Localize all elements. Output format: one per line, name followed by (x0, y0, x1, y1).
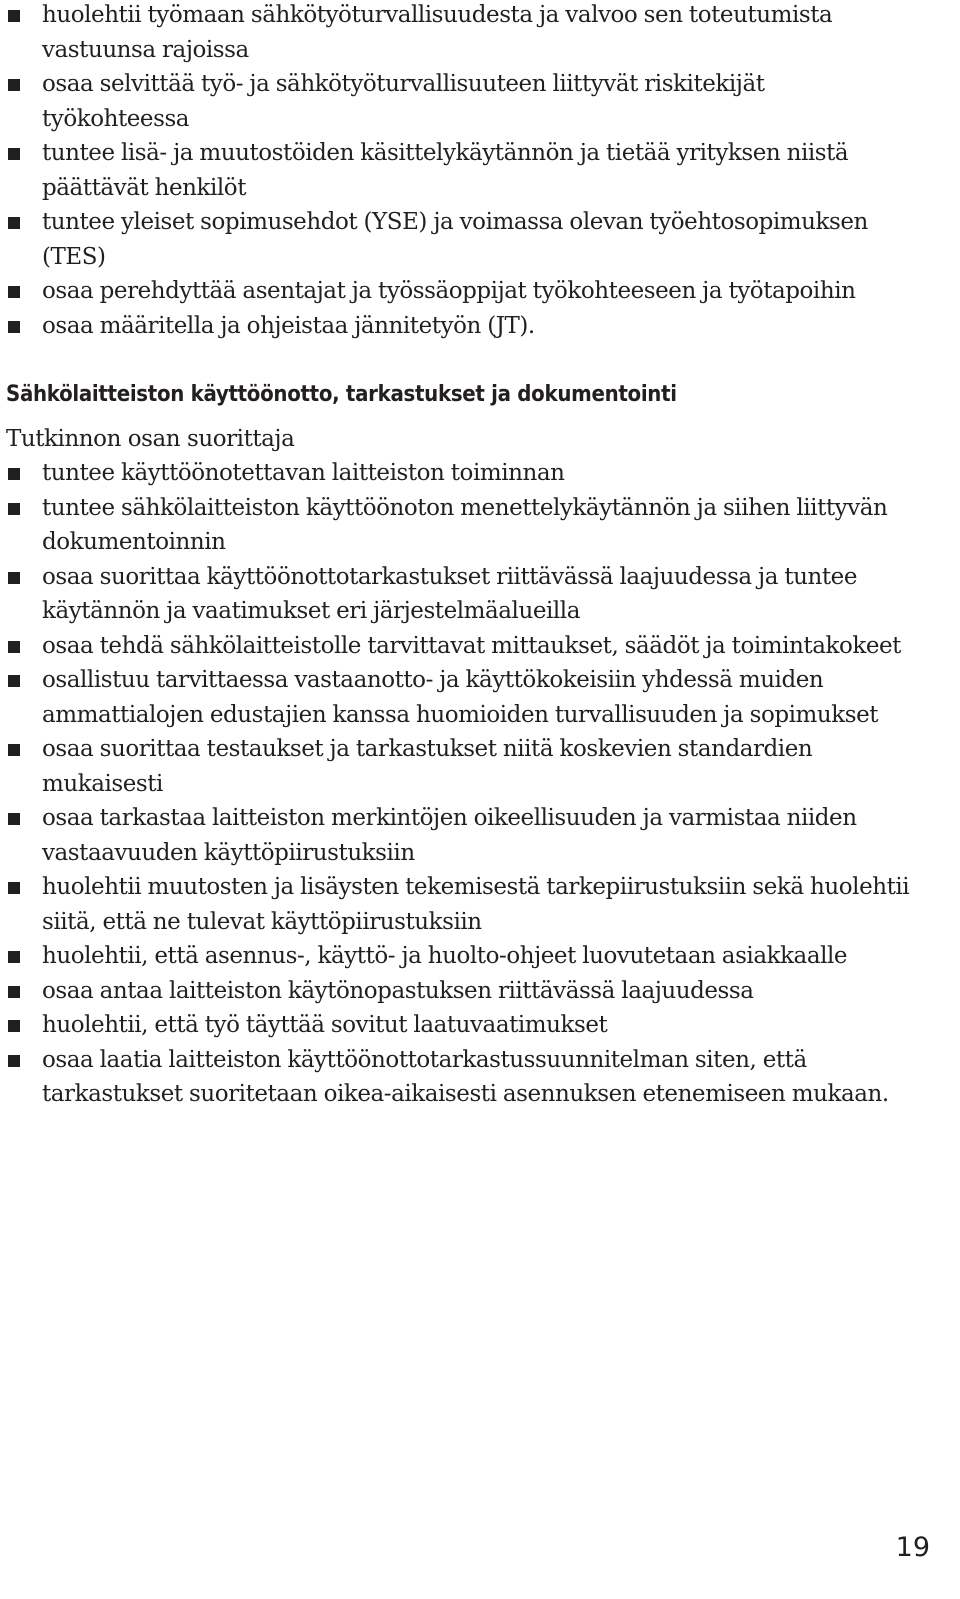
square-bullet-icon (8, 744, 20, 756)
square-bullet-icon (8, 148, 20, 160)
section-intro: Tutkinnon osan suorittaja (6, 426, 295, 452)
list-item (0, 732, 917, 801)
list-item-text: osaa määritella ja ohjeistaa jännitetyön (JT). (42, 312, 535, 339)
bullet-list-top (0, 0, 917, 343)
square-bullet-icon (8, 951, 20, 963)
list-item (0, 663, 917, 732)
list-item-text: osaa antaa laitteiston käytönopastuksen riittävässä laajuudessa (42, 977, 754, 1004)
list-item-text: osaa laatia laitteiston käyttöönottotarkastussuunnitelman siten, että tarkastukset suoritetaan oikea-aikaisesti asennuksen etenemiseen mukaan. (42, 1046, 889, 1107)
square-bullet-icon (8, 10, 20, 22)
list-item-text: osaa perehdyttää asentajat ja työssäoppijat työkohteeseen ja työtapoihin (42, 278, 856, 304)
list-item (0, 1043, 917, 1112)
list-item (0, 939, 917, 974)
square-bullet-icon (8, 468, 20, 480)
list-item-text: huolehtii työmaan sähkötyöturvallisuudesta ja valvoo sen toteutumista vastuunsa rajoissa (42, 2, 833, 63)
list-item-text: osaa tarkastaa laitteiston merkintöjen oikeellisuuden ja varmistaa niiden vastaavuuden käyttöpiirustuksiin (42, 805, 857, 866)
list-item-text: osaa selvittää työ- ja sähkötyöturvallisuuteen liittyvät riskitekijät työkohteessa (42, 71, 765, 132)
list-item-text: huolehtii muutosten ja lisäysten tekemisestä tarkepiirustuksiin sekä huolehtii siitä, että ne tulevat käyttöpiirustuksiin (42, 874, 910, 935)
square-bullet-icon (8, 641, 20, 653)
list-item (0, 974, 917, 1009)
section-heading: Sähkölaitteiston käyttöönotto, tarkastukset ja dokumentointi (6, 382, 677, 407)
square-bullet-icon (8, 217, 20, 229)
list-item-text: tuntee sähkölaitteiston käyttöönoton menettelykäytännön ja siihen liittyvän dokumentoinnin (42, 494, 888, 555)
list-item (0, 0, 917, 67)
list-item (0, 309, 917, 344)
bullet-list-section (0, 456, 917, 1112)
square-bullet-icon (8, 882, 20, 894)
list-item-text: tuntee käyttöönotettavan laitteiston toiminnan (42, 460, 565, 486)
list-item (0, 870, 917, 939)
list-item (0, 274, 917, 309)
square-bullet-icon (8, 321, 20, 333)
square-bullet-icon (8, 1020, 20, 1032)
list-item (0, 629, 917, 664)
list-item-text: tuntee lisä- ja muutostöiden käsittelykäytännön ja tietää yrityksen niistä päättävät henkilöt (42, 140, 849, 201)
list-item-text: tuntee yleiset sopimusehdot (YSE) ja voimassa olevan työehtosopimuksen (TES) (42, 209, 868, 270)
list-item (0, 560, 917, 629)
list-item-text: huolehtii, että työ täyttää sovitut laatuvaatimukset (42, 1012, 608, 1038)
list-item-text: osaa suorittaa käyttöönottotarkastukset riittävässä laajuudessa ja tuntee käytännön ja vaatimukset eri järjestelmäalueilla (42, 563, 857, 624)
square-bullet-icon (8, 79, 20, 91)
square-bullet-icon (8, 572, 20, 584)
square-bullet-icon (8, 986, 20, 998)
square-bullet-icon (8, 675, 20, 687)
list-item (0, 1008, 917, 1043)
list-item-text: osaa tehdä sähkölaitteistolle tarvittavat mittaukset, säädöt ja toimintakokeet (42, 632, 901, 659)
square-bullet-icon (8, 1055, 20, 1067)
square-bullet-icon (8, 286, 20, 298)
list-item (0, 456, 917, 491)
page-number: 19 (895, 1532, 930, 1563)
list-item (0, 67, 917, 136)
list-item-text: osaa suorittaa testaukset ja tarkastukset niitä koskevien standardien mukaisesti (42, 736, 813, 797)
list-item-text: huolehtii, että asennus-, käyttö- ja huolto-ohjeet luovutetaan asiakkaalle (42, 943, 848, 969)
square-bullet-icon (8, 503, 20, 515)
list-item (0, 801, 917, 870)
list-item (0, 205, 917, 274)
list-item (0, 491, 917, 560)
list-item (0, 136, 917, 205)
square-bullet-icon (8, 813, 20, 825)
list-item-text: osallistuu tarvittaessa vastaanotto- ja käyttökokeisiin yhdessä muiden ammattialojen edustajien kanssa huomioiden turvallisuuden ja sopimukset (42, 667, 879, 728)
